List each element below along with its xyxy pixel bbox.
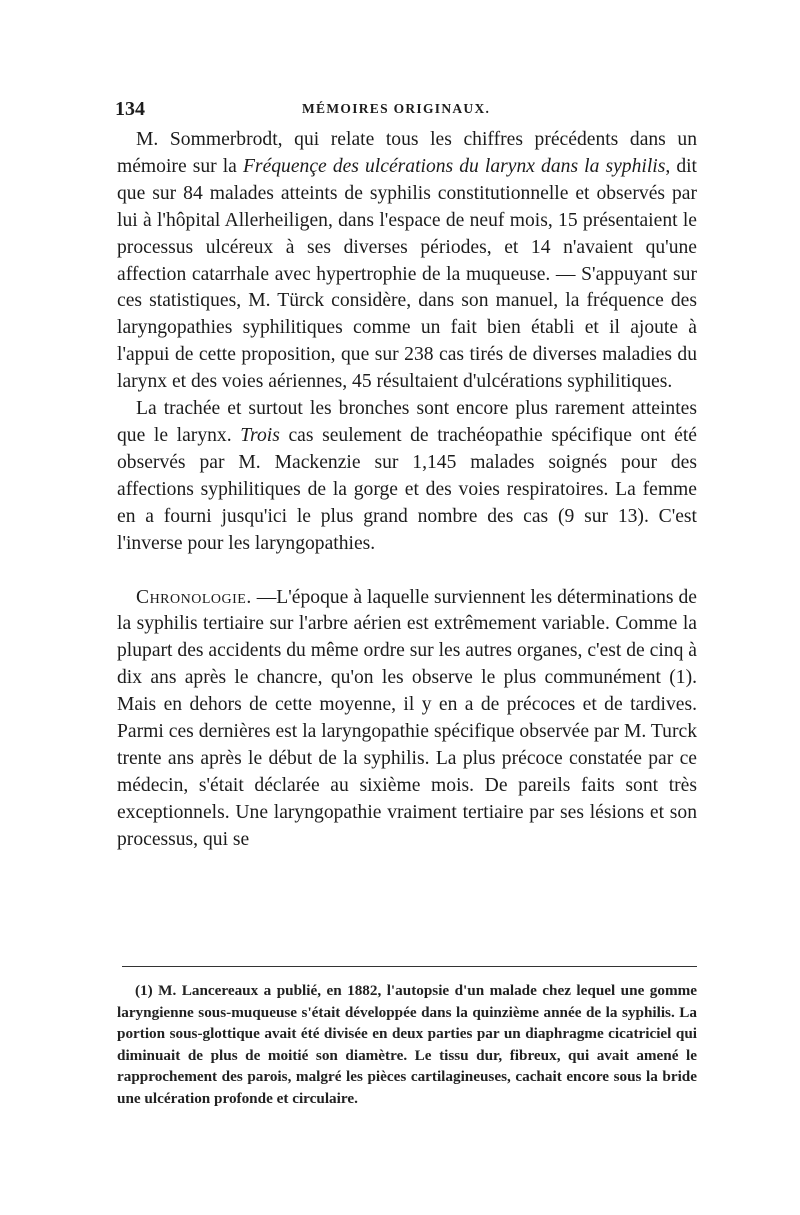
paragraph-trachea <box>117 396 697 557</box>
paragraph-sommerbrodt <box>117 127 697 396</box>
main-text <box>117 127 697 854</box>
footnote <box>117 980 697 1109</box>
paragraph-text: —L'époque à laquelle surviennent les déterminations de la syphilis tertiaire sur l'arbre aérien est extrêmement variable. Comme la plupart des accidents du même ordre sur les autres organes, c'est de cinq à dix ans après le chancre, qu'on les observe le plus communément (1). Mais en dehors de cette moyenne, il y en a de précoces et de tardives. Parmi ces dernières est la laryngopathie spécifique observée par M. Turck trente ans après le début de la syphilis. La plus précoce constatée par ce médecin, s'était déclarée au sixième mois. De pareils faits sont très exceptionnels. Une laryngopathie vraiment tertiaire par ses lésions et son processus, qui se <box>117 586 697 850</box>
footnote-text: (1) M. Lancereaux a publié, en 1882, l'autopsie d'un malade chez lequel une gomme laryngienne sous-muqueuse s'était développée dans la quinzième année de la syphilis. La portion sous-glottique avait été divisée en deux parties par un diaphragme cicatriciel qui diminuait de plus de moitié son diamètre. Le tissu dur, fibreux, qui avait amené le rapprochement des parois, malgré les pièces cartilagineuses, cachait encore sous la bride une ulcération profonde et circulaire. <box>117 982 697 1107</box>
paragraph-gap <box>117 558 697 585</box>
running-head <box>115 98 700 124</box>
paragraph-text: La trachée et surtout les bronches sont encore plus rarement atteintes que le larynx. <box>117 398 697 446</box>
paragraph-chronologie <box>117 585 697 854</box>
running-head-title: MÉMOIRES ORIGINAUX. <box>302 101 491 116</box>
paragraph-text: , dit que sur 84 malades atteints de syphilis constitutionnelle et observés par lui à l'hôpital Allerheiligen, dans l'espace de neuf mois, 15 présentaient le processus ulcéreux à ses diverses périodes, et 14 n'avaient qu'une affection catarrhale avec hypertrophie de la muqueuse. — S'appuyant sur ces statistiques, M. Türck considère, dans son manuel, la fréquence des laryngopathies syphilitiques comme un fait bien établi et il ajoute à l'appui de cette proposition, que sur 238 cas tirés de diverses maladies du larynx et des voies aériennes, 45 résultaient d'ulcérations syphilitiques. <box>117 155 698 393</box>
footnote-divider <box>122 966 697 967</box>
paragraph-text: cas seulement de trachéopathie spécifique ont été observés par M. Mackenzie sur 1,145 malades soignés pour des affections syphilitiques de la gorge et des voies respiratoires. La femme en a fourni jusqu'ici le plus grand nombre des cas (9 sur 13). C'est l'inverse pour les laryngopathies. <box>117 424 697 554</box>
page-number: 134 <box>115 98 145 120</box>
italic-emphasis: Trois <box>240 424 280 446</box>
italic-title: Fréquençe des ulcérations du larynx dans la syphilis <box>242 155 666 177</box>
paragraph-text: M. Sommerbrodt, qui relate tous les chiffres précédents dans un mémoire sur la <box>117 129 697 177</box>
section-heading: Chronologie. <box>136 586 252 608</box>
